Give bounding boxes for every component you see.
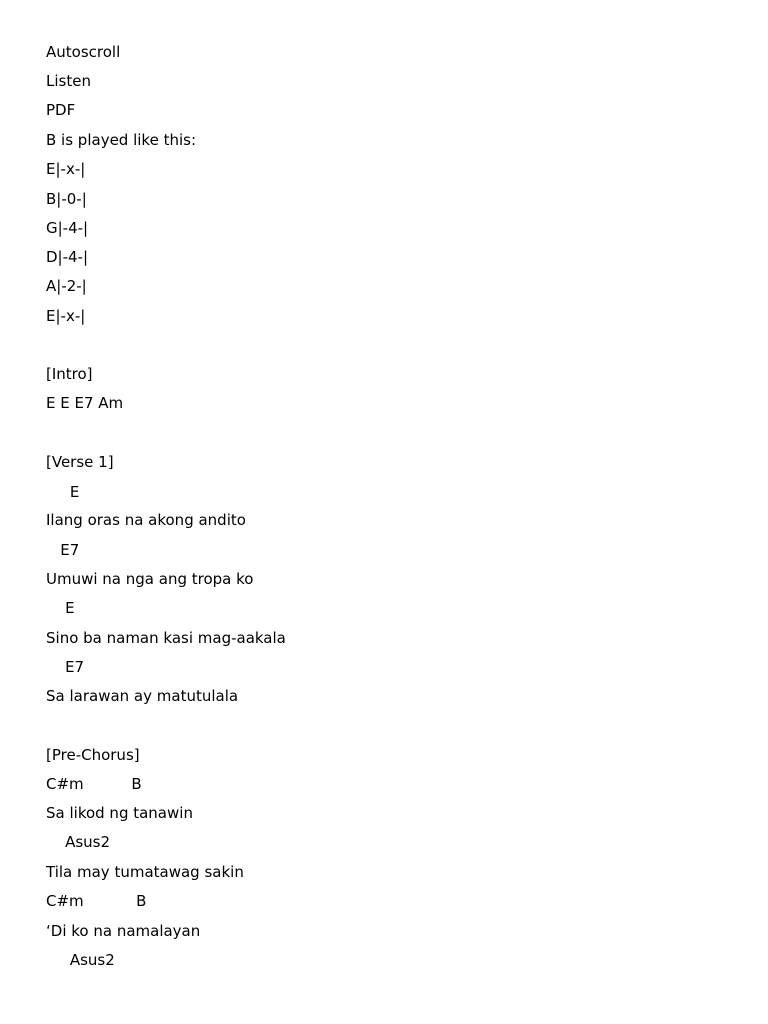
chord-diagram-string: B|-0-| <box>46 190 87 208</box>
lyric-line: Sa larawan ay matutulala <box>46 687 239 705</box>
chord-line: E7 <box>46 541 80 559</box>
chord-diagram-title: B is played like this: <box>46 131 196 149</box>
pdf-button[interactable]: PDF <box>46 101 76 119</box>
lyric-line: Sa likod ng tanawin <box>46 804 193 822</box>
lyric-line: Ilang oras na akong andito <box>46 511 246 529</box>
chord-line: Asus2 <box>46 951 115 969</box>
autoscroll-button[interactable]: Autoscroll <box>46 43 121 61</box>
chord-line: E <box>46 483 80 501</box>
intro-chords: E E E7 Am <box>46 394 124 412</box>
chord-diagram-string: G|-4-| <box>46 219 89 237</box>
section-header-intro: [Intro] <box>46 365 93 383</box>
lyric-line: Sino ba naman kasi mag-aakala <box>46 629 286 647</box>
lyric-line: ‘Di ko na namalayan <box>46 922 201 940</box>
chord-line: E7 <box>46 658 85 676</box>
chord-line: C#m B <box>46 775 142 793</box>
lyric-line: Tila may tumatawag sakin <box>46 863 244 881</box>
chord-line: Asus2 <box>46 833 111 851</box>
chord-line: C#m B <box>46 892 147 910</box>
chord-diagram-string: A|-2-| <box>46 277 87 295</box>
chord-diagram-string: E|-x-| <box>46 307 86 325</box>
chord-diagram-string: D|-4-| <box>46 248 89 266</box>
section-header-pre-chorus: [Pre-Chorus] <box>46 746 140 764</box>
section-header-verse-1: [Verse 1] <box>46 453 114 471</box>
chord-line: E <box>46 599 75 617</box>
listen-button[interactable]: Listen <box>46 72 91 90</box>
lyric-line: Umuwi na nga ang tropa ko <box>46 570 254 588</box>
chord-diagram-string: E|-x-| <box>46 160 86 178</box>
